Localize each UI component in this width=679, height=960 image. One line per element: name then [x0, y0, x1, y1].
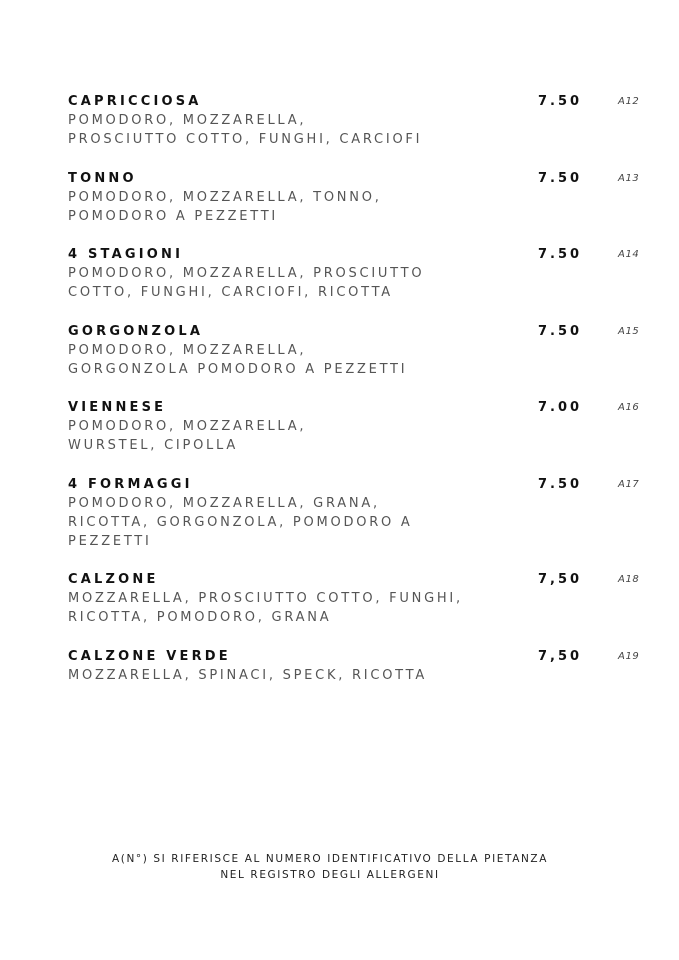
allergen-code: A18 [618, 574, 640, 585]
item-name: VIENNESE [68, 400, 167, 415]
allergen-code: A19 [618, 651, 640, 662]
item-name: CALZONE VERDE [68, 649, 231, 664]
item-price: 7,50 [538, 649, 583, 664]
allergen-code: A17 [618, 479, 640, 490]
allergen-code: A15 [618, 326, 640, 337]
item-description: POMODORO, MOZZARELLA, GRANA, RICOTTA, GORGONZOLA, POMODORO A PEZZETTI [68, 496, 413, 549]
item-price: 7,50 [538, 572, 583, 587]
item-description: POMODORO, MOZZARELLA, WURSTEL, CIPOLLA [68, 419, 307, 453]
item-name: TONNO [68, 171, 137, 186]
item-description: POMODORO, MOZZARELLA, PROSCIUTTO COTTO, FUNGHI, CARCIOFI, RICOTTA [68, 266, 425, 300]
item-description: POMODORO, MOZZARELLA, PROSCIUTTO COTTO, FUNGHI, CARCIOFI [68, 113, 423, 147]
item-price: 7.50 [538, 247, 583, 262]
item-price: 7.50 [538, 94, 583, 109]
item-description: MOZZARELLA, SPINACI, SPECK, RICOTTA [68, 668, 427, 683]
item-price: 7.50 [538, 171, 583, 186]
item-description: POMODORO, MOZZARELLA, TONNO, POMODORO A PEZZETTI [68, 190, 382, 224]
footnote-line-2: NEL REGISTRO DEGLI ALLERGENI [220, 869, 440, 881]
item-description: POMODORO, MOZZARELLA, GORGONZOLA POMODORO A PEZZETTI [68, 343, 408, 377]
allergen-code: A14 [618, 249, 640, 260]
footnote-line-1: A(N°) SI RIFERISCE AL NUMERO IDENTIFICATIVO DELLA PIETANZA [111, 853, 549, 865]
allergen-code: A13 [618, 173, 640, 184]
item-name: CAPRICCIOSA [68, 94, 202, 109]
allergen-code: A16 [618, 402, 640, 413]
item-name: GORGONZOLA [68, 324, 204, 339]
item-price: 7.50 [538, 324, 583, 339]
allergen-code: A12 [618, 96, 640, 107]
item-name: CALZONE [68, 572, 159, 587]
item-description: MOZZARELLA, PROSCIUTTO COTTO, FUNGHI, RICOTTA, POMODORO, GRANA [68, 591, 463, 625]
allergen-footnote [60, 851, 600, 883]
item-name: 4 STAGIONI [68, 247, 184, 262]
item-price: 7.00 [538, 400, 583, 415]
item-price: 7.50 [538, 477, 583, 492]
item-name: 4 FORMAGGI [68, 477, 193, 492]
